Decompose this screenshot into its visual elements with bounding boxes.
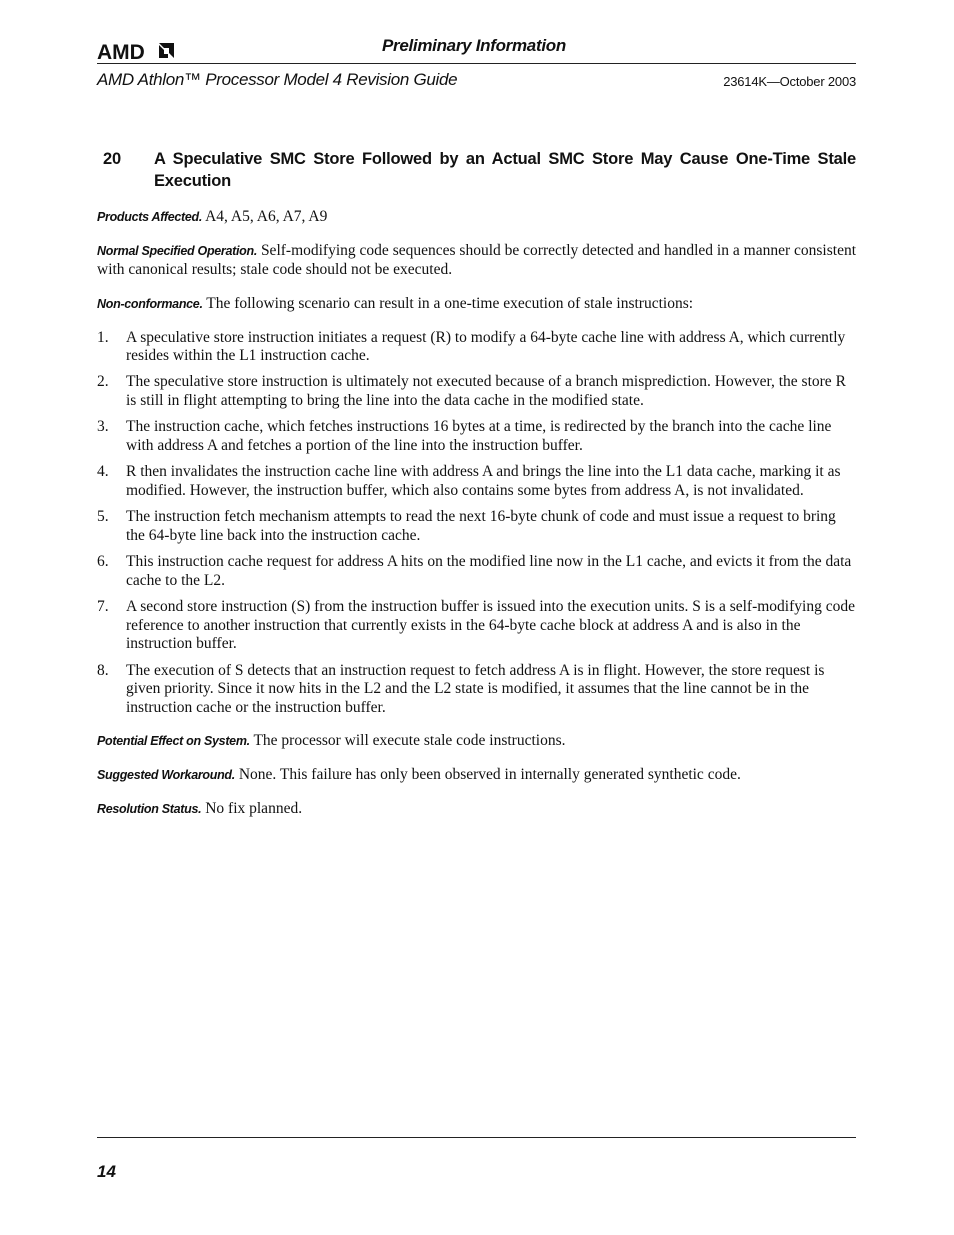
list-item — [97, 463, 856, 500]
workaround-text: None. This failure has only been observed in internally generated synthetic code. — [238, 765, 741, 783]
normal-operation-label: Normal Specified Operation. — [97, 244, 258, 258]
step-text: A second store instruction (S) from the instruction buffer is issued into the execution units. S is a self-modifying code reference to another instruction that currently exists in the 64-byte cache block at address A and is also in the instruction buffer. — [126, 597, 855, 653]
products-affected-label: Products Affected. — [97, 210, 203, 224]
normal-operation-paragraph — [97, 242, 856, 279]
step-number: 7. — [97, 597, 109, 615]
step-text: This instruction cache request for address A hits on the modified line now in the L1 cache, and evicts it from the data cache to the L2. — [126, 553, 852, 589]
list-item — [97, 553, 856, 590]
section-heading — [97, 148, 856, 192]
potential-effect-label: Potential Effect on System. — [97, 733, 250, 748]
resolution-label: Resolution Status. — [97, 801, 202, 816]
erratum-section — [97, 148, 856, 834]
list-item — [97, 662, 856, 718]
non-conformance-label: Non-conformance. — [97, 296, 203, 311]
step-number: 1. — [97, 328, 109, 346]
potential-effect-text: The processor will execute stale code instructions. — [253, 731, 566, 749]
products-affected-paragraph — [97, 208, 856, 227]
step-text: A speculative store instruction initiates a request (R) to modify a 64-byte cache line with address A, which currently resides within the L1 instruction cache. — [126, 328, 846, 365]
step-text: The instruction fetch mechanism attempts to read the next 16-byte chunk of code and must issue a request to bring the 64-byte line back into the instruction cache. — [126, 508, 836, 544]
section-title: A Speculative SMC Store Followed by an Actual SMC Store May Cause One-Time Stale Execution — [154, 150, 856, 190]
list-item — [97, 598, 856, 654]
normal-operation-text: Self-modifying code sequences should be correctly detected and handled in a manner consistent with canonical results; stale code should not be executed. — [97, 242, 857, 278]
step-number: 6. — [97, 553, 109, 571]
svg-text:AMD: AMD — [97, 41, 145, 62]
list-item — [97, 508, 856, 545]
page-number: 14 — [97, 1162, 116, 1181]
workaround-label: Suggested Workaround. — [97, 767, 235, 782]
non-conformance-text: The following scenario can result in a one-time execution of stale instructions: — [206, 294, 694, 312]
list-item — [97, 418, 856, 455]
step-number: 8. — [97, 661, 109, 679]
step-text: The instruction cache, which fetches instructions 16 bytes at a time, is redirected by the branch into the cache line with address A and fetches a portion of the line into the instruction buffer. — [126, 418, 832, 455]
scenario-steps-list — [97, 329, 856, 718]
document-title: AMD Athlon™ Processor Model 4 Revision Guide — [97, 70, 458, 89]
amd-logo — [97, 40, 177, 62]
step-number: 5. — [97, 508, 109, 526]
list-item — [97, 329, 856, 366]
resolution-text: No fix planned. — [205, 799, 303, 817]
step-number: 4. — [97, 463, 109, 481]
non-conformance-paragraph — [97, 295, 856, 314]
preliminary-information-label: Preliminary Information — [382, 36, 566, 55]
workaround-paragraph — [97, 766, 856, 785]
section-number: 20 — [103, 150, 121, 168]
list-item — [97, 373, 856, 410]
step-text: The speculative store instruction is ultimately not executed because of a branch misprediction. However, the store R is still in flight attempting to bring the line into the data cache in the modified state. — [126, 373, 846, 410]
step-number: 2. — [97, 373, 109, 391]
step-text: The execution of S detects that an instruction request to fetch address A is in flight. However, the store request is given priority. Since it now hits in the L2 and the L2 state is modified, it assumes that the line cannot be in the instruction cache or the instruction buffer. — [126, 661, 825, 716]
header-rule — [97, 63, 856, 64]
step-text: R then invalidates the instruction cache line with address A and brings the line into the L1 data cache, marking it as modified. However, the instruction buffer, which also contains some bytes from address A, is not invalidated. — [126, 463, 841, 499]
potential-effect-paragraph — [97, 732, 856, 751]
footer-rule — [97, 1137, 856, 1138]
document-id: 23614K—October 2003 — [723, 74, 856, 89]
step-number: 3. — [97, 418, 109, 436]
resolution-paragraph — [97, 800, 856, 819]
products-affected-text: A4, A5, A6, A7, A9 — [205, 208, 328, 225]
